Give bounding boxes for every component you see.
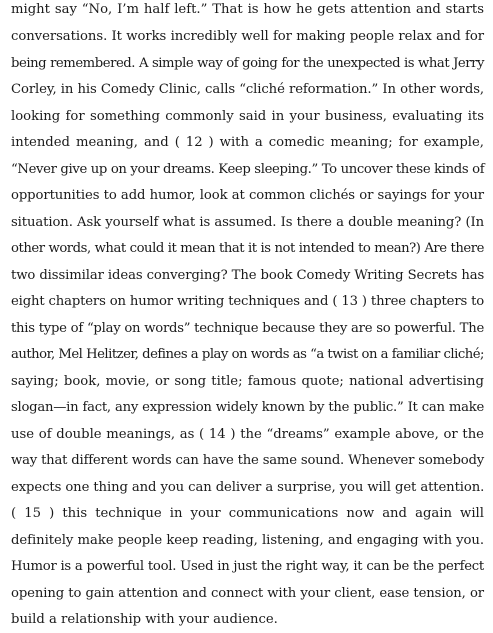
text-line: opportunities to add humor, look at common clichés or sayings for your bbox=[11, 188, 484, 203]
text-line: build a relationship with your audience. bbox=[11, 612, 278, 627]
text-line: other words, what could it mean that it is not intended to mean?) Are there bbox=[11, 241, 484, 256]
text-line: might say “No, I’m half left.” That is how he gets attention and starts bbox=[11, 2, 484, 17]
text-line: situation. Ask yourself what is assumed. Is there a double meaning? (In bbox=[11, 215, 484, 230]
text-line: this type of “play on words” technique because they are so powerful. The bbox=[11, 321, 484, 336]
text-line: looking for something commonly said in your business, evaluating its bbox=[11, 109, 484, 124]
text-line: opening to gain attention and connect with your client, ease tension, or bbox=[11, 586, 484, 601]
text-line: conversations. It works incredibly well for making people relax and for bbox=[11, 29, 484, 44]
text-line: author, Mel Helitzer, defines a play on words as “a twist on a familiar cliché; bbox=[11, 347, 484, 362]
text-line: “Never give up on your dreams. Keep sleeping.” To uncover these kinds of bbox=[11, 162, 485, 177]
text-line: saying; book, movie, or song title; famous quote; national advertising bbox=[11, 374, 484, 389]
text-line: eight chapters on humor writing techniques and ( 13 ) three chapters to bbox=[11, 294, 485, 309]
text-line: intended meaning, and ( 12 ) with a comedic meaning; for example, bbox=[11, 135, 484, 150]
text-line: being remembered. A simple way of going for the unexpected is what Jerry bbox=[11, 56, 484, 71]
text-line: use of double meanings, as ( 14 ) the “dreams” example above, or the bbox=[11, 427, 484, 442]
text-line: slogan—in fact, any expression widely known by the public.” It can make bbox=[11, 400, 484, 415]
text-line: expects one thing and you can deliver a surprise, you will get attention. bbox=[11, 480, 485, 495]
text-line: ( 15 ) this technique in your communications now and again will bbox=[11, 506, 484, 521]
text-line: Humor is a powerful tool. Used in just the right way, it can be the perfect bbox=[11, 559, 484, 574]
text-line: definitely make people keep reading, listening, and engaging with you. bbox=[11, 533, 484, 548]
text-line: Corley, in his Comedy Clinic, calls “cliché reformation.” In other words, bbox=[11, 82, 484, 97]
text-line: way that different words can have the same sound. Whenever somebody bbox=[11, 453, 484, 468]
text-line: two dissimilar ideas converging? The book Comedy Writing Secrets has bbox=[11, 268, 485, 283]
